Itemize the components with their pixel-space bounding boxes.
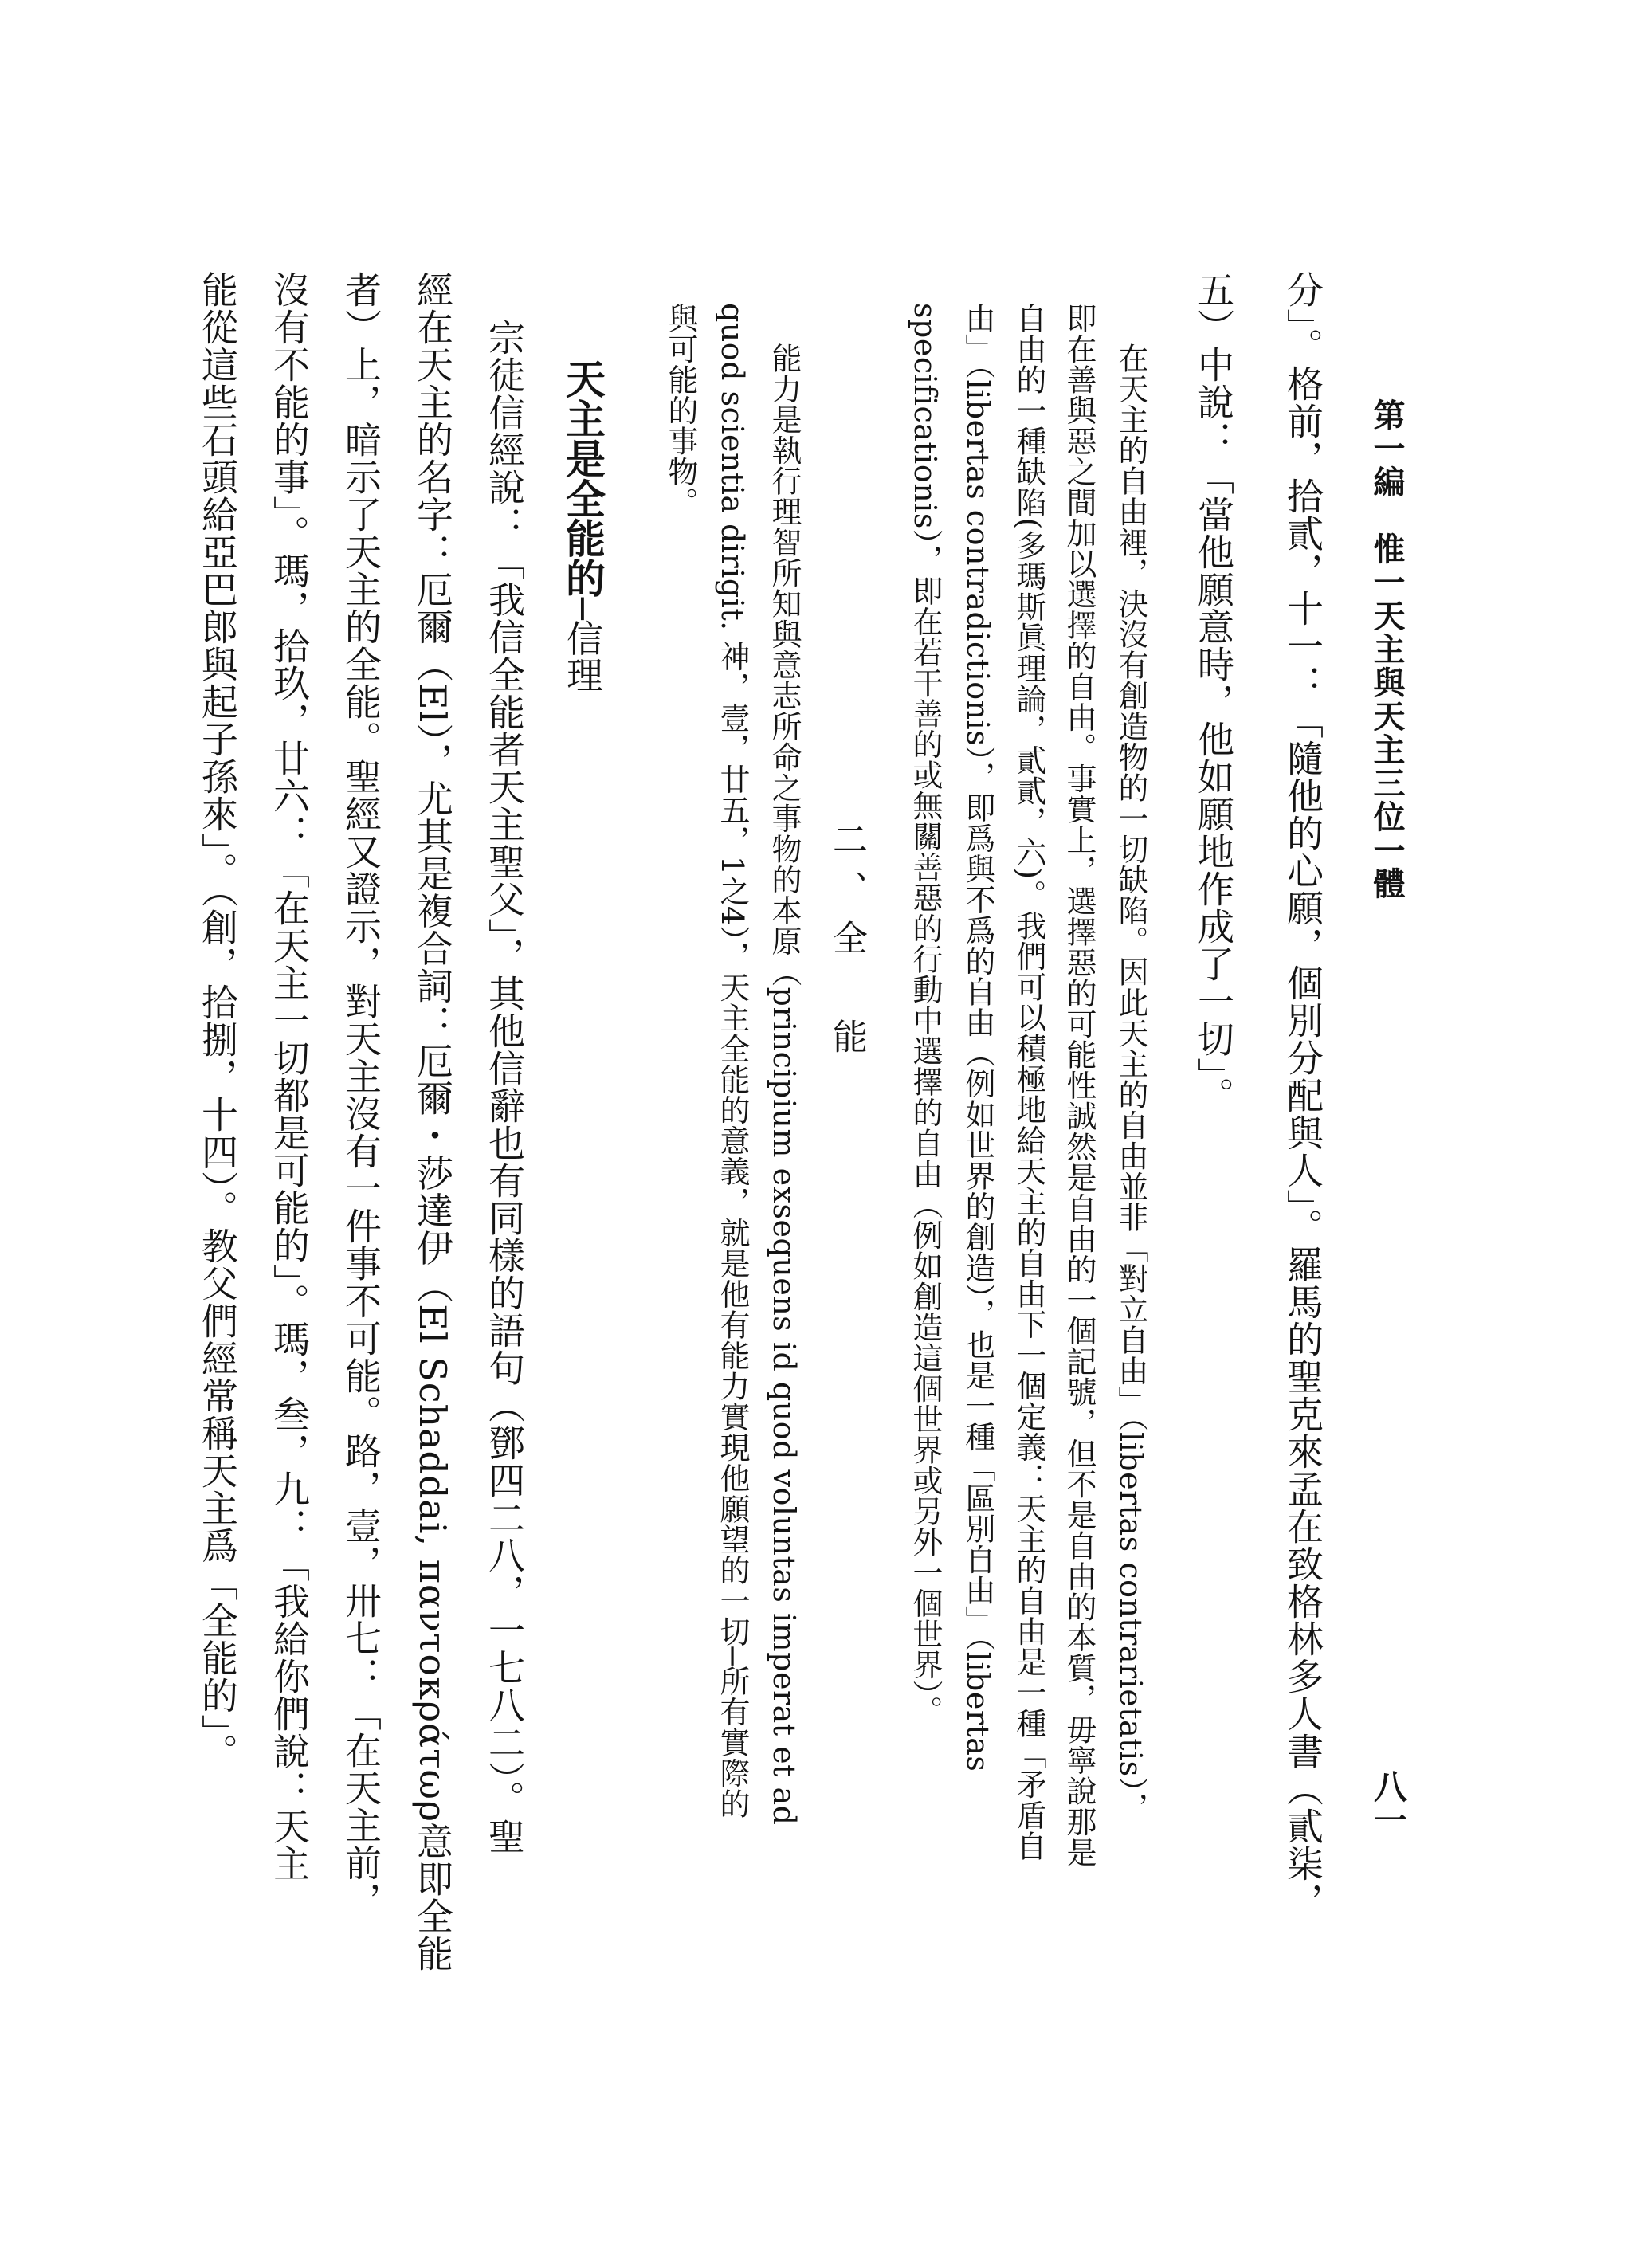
text-column-3: 在天主的自由裡，決沒有創造物的一切缺陷。因此天主的自由並非「對立自由」（libertas contrarietatis）， — [1113, 343, 1148, 1823]
text-column-14: 沒有不能的事」。瑪，拾玖，廿六：「在天主一切都是可能的」。瑪，叁，九：「我給你們說：天主 — [268, 271, 311, 1882]
text-column-8: 能力是執行理智所知與意志所命之事物的本原（principium exsequens id quod voluntas imperat et ad — [767, 343, 802, 1826]
text-column-12: 經在天主的名字：厄爾（El），尤其是複合詞：厄爾・莎達伊（El Schaddai, παντοκράτωρ意即全能 — [411, 271, 454, 1973]
text-column-2: 五）中說：「當他願意時，他如願地作成了一切」。 — [1192, 271, 1235, 1114]
dogma-heading-text: 天主是全能的 — [559, 359, 606, 598]
text-column-6: 由」（libertas contradictionis），即爲與不爲的自由（例如世界的創造），也是一種「區別自由」（libertas — [960, 303, 995, 1772]
text-column-10: 與可能的事物。 — [663, 303, 698, 518]
text-column-1: 分」。格前，拾貳，十一：「隨他的心願，個別分配與人」。羅馬的聖克來孟在致格林多人書（貳柒， — [1281, 271, 1324, 1920]
text-column-5: 自由的一種缺陷(多瑪斯眞理論，貳貳，六)。我們可以積極地給天主的自由下一個定義：天主的自由是一種「矛盾自 — [1011, 303, 1046, 1862]
section-subheading: 二、全 能 — [826, 821, 867, 1068]
text-column-13: 者）上，暗示了天主的全能。聖經又證示，對天主沒有一件事不可能。路，壹，卅七：「在天主前， — [339, 271, 382, 1919]
text-column-9: quod scientia dirigit. 神，壹，廿五，1之4），天主全能的意義，就是他有能力實現他願望的一切─所有實際的 — [715, 303, 750, 1819]
text-column-4: 即在善與惡之間加以選擇的自由。事實上，選擇惡的可能性誠然是自由的一個記號，但不是自由的本質，毋寧說那是 — [1061, 303, 1096, 1868]
page-number: 八一 — [1369, 1769, 1408, 1836]
text-column-15: 能從這些石頭給亞巴郎與起子孫來」。（創，拾捌，十四）。教父們經常稱天主爲「全能的」。 — [196, 271, 239, 1771]
dogma-heading — [554, 359, 611, 693]
text-column-11: 宗徒信經說：「我信全能者天主聖父」，其他信辭也有同樣的語句（鄧四二八，一七八二）。聖 — [483, 319, 526, 1855]
running-header: 第一編 惟一天主與天主三位一體 — [1368, 398, 1406, 901]
text-column-7: specificationis），即在若干善的或無關善惡的行動中選擇的自由（例如創造這個世界或另外一個世界）。 — [908, 303, 943, 1726]
dogma-tag: ─信理 — [561, 598, 604, 693]
